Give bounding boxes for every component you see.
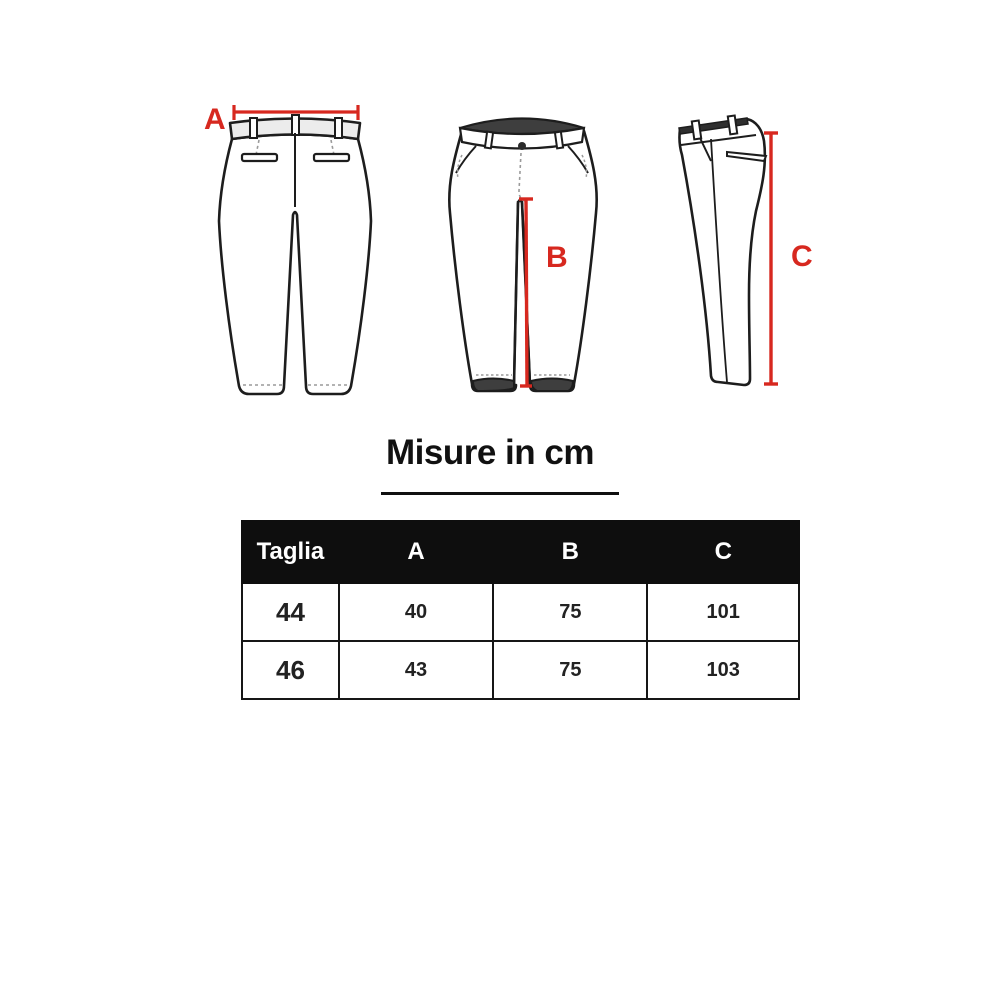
size-44-cell: 44: [242, 583, 339, 641]
outseam-measure-line-c: [764, 133, 778, 384]
header-c: C: [647, 521, 799, 583]
size-46-b: 75: [493, 641, 647, 699]
page-title: Misure in cm: [386, 433, 594, 472]
size-46-cell: 46: [242, 641, 339, 699]
header-b: B: [493, 521, 647, 583]
size-44-b: 75: [493, 583, 647, 641]
size-44-a: 40: [339, 583, 493, 641]
header-taglia: Taglia: [242, 521, 339, 583]
measure-label-c: C: [791, 240, 813, 273]
table-row: [242, 583, 799, 641]
table-header-row: [242, 521, 799, 583]
measure-label-a: A: [204, 103, 226, 136]
size-46-a: 43: [339, 641, 493, 699]
waistband-button: [518, 142, 526, 150]
size-46-c: 103: [647, 641, 799, 699]
size-table: [241, 520, 800, 700]
size-44-c: 101: [647, 583, 799, 641]
pants-back-view-drawing: [198, 93, 400, 425]
pants-front-view-drawing: [430, 95, 625, 415]
title-underline: [381, 492, 619, 495]
header-a: A: [339, 521, 493, 583]
pants-front-figure: [430, 95, 625, 415]
pants-side-figure: [650, 95, 850, 415]
pants-front-body: [449, 126, 596, 391]
table-row: [242, 641, 799, 699]
pants-back-figure: [198, 93, 400, 425]
measure-label-b: B: [546, 241, 568, 274]
pants-side-view-drawing: [650, 95, 850, 415]
